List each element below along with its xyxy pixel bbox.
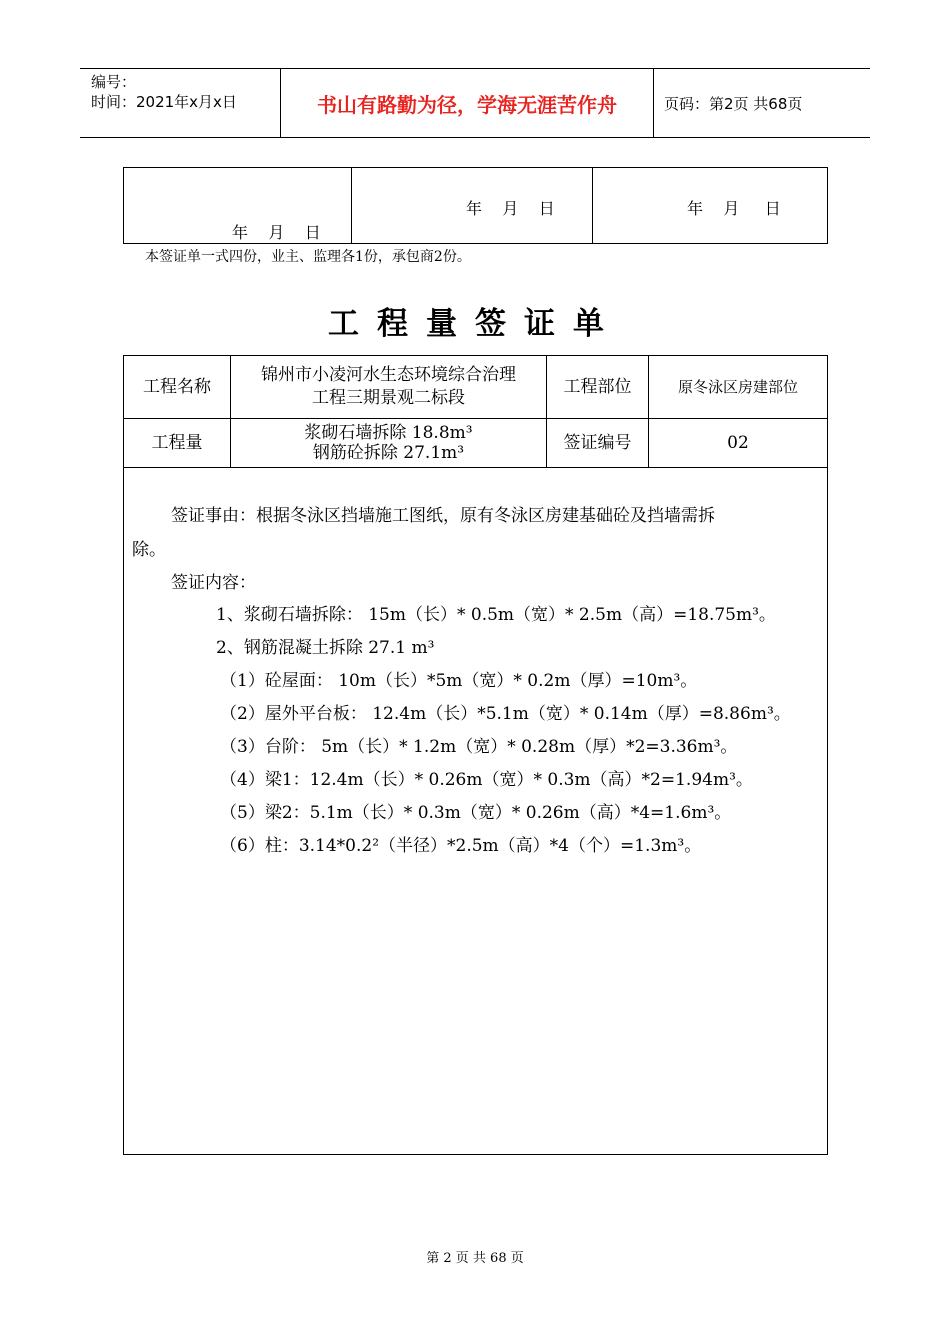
signature-cell-mid bbox=[352, 168, 593, 244]
sub-item-3: （3）台阶： 5m（长）* 1.2m（宽）* 0.28m（厚）*2=3.36m³。 bbox=[220, 737, 738, 757]
date-left: 年 月 日 bbox=[232, 223, 321, 242]
header-meta bbox=[80, 69, 281, 137]
info-table bbox=[123, 355, 828, 468]
number-label: 编号： bbox=[91, 73, 137, 91]
cert-no-label: 签证编号 bbox=[547, 419, 649, 468]
quantity-label: 工程量 bbox=[124, 419, 231, 468]
header-motto: 书山有路勤为径，学海无涯苦作舟 bbox=[281, 69, 654, 137]
time-label: 时间：2021年x月x日 bbox=[91, 93, 237, 111]
cert-no-value: 02 bbox=[649, 419, 828, 468]
date-mid: 年 月 日 bbox=[466, 199, 555, 218]
quantity-line2: 钢筋砼拆除 27.1m³ bbox=[312, 443, 465, 463]
document-title: 工程量签证单 bbox=[328, 306, 622, 342]
item-2: 2、钢筋混凝土拆除 27.1 m³ bbox=[216, 638, 435, 658]
quantity-value bbox=[231, 419, 547, 468]
sub-item-4: （4）梁1：12.4m（长）* 0.26m（宽）* 0.3m（高）*2=1.94m³。 bbox=[220, 770, 753, 790]
sub-item-5: （5）梁2：5.1m（长）* 0.3m（宽）* 0.26m（高）*4=1.6m³。 bbox=[220, 803, 732, 823]
signature-cell-left bbox=[124, 168, 352, 244]
header-page-code: 页码：第2页 共68页 bbox=[664, 94, 803, 113]
sub-item-2: （2）屋外平台板： 12.4m（长）*5.1m（宽）* 0.14m（厚）=8.86m³。 bbox=[220, 704, 791, 724]
content-label: 签证内容： bbox=[171, 573, 256, 593]
quantity-line1: 浆砌石墙拆除 18.8m³ bbox=[304, 423, 473, 443]
item-1: 1、浆砌石墙拆除： 15m（长）* 0.5m（宽）* 2.5m（高）=18.75m³。 bbox=[216, 605, 776, 625]
reason-line2: 除。 bbox=[132, 540, 166, 560]
page-header bbox=[80, 68, 870, 138]
date-right: 年 月 日 bbox=[687, 199, 781, 218]
signature-cell-right bbox=[593, 168, 828, 244]
page-footer: 第 2 页 共 68 页 bbox=[426, 1251, 524, 1266]
sub-item-6: （6）柱：3.14*0.2²（半径）*2.5m（高）*4（个）=1.3m³。 bbox=[220, 836, 702, 856]
certificate-content bbox=[123, 467, 828, 1155]
signature-table bbox=[123, 167, 828, 244]
project-name-label: 工程名称 bbox=[124, 356, 231, 419]
sub-item-1: （1）砼屋面： 10m（长）*5m（宽）* 0.2m（厚）=10m³。 bbox=[220, 671, 698, 691]
project-name-line1: 锦州市小凌河水生态环境综合治理 bbox=[261, 365, 516, 385]
reason-line1: 签证事由：根据冬泳区挡墙施工图纸，原有冬泳区房建基础砼及挡墙需拆 bbox=[171, 506, 715, 526]
project-name-line2: 工程三期景观二标段 bbox=[312, 388, 465, 408]
location-label: 工程部位 bbox=[547, 356, 649, 419]
project-name-value bbox=[231, 356, 547, 419]
copies-note: 本签证单一式四份，业主、监理各1份，承包商2份。 bbox=[145, 249, 471, 265]
location-value: 原冬泳区房建部位 bbox=[649, 356, 828, 419]
